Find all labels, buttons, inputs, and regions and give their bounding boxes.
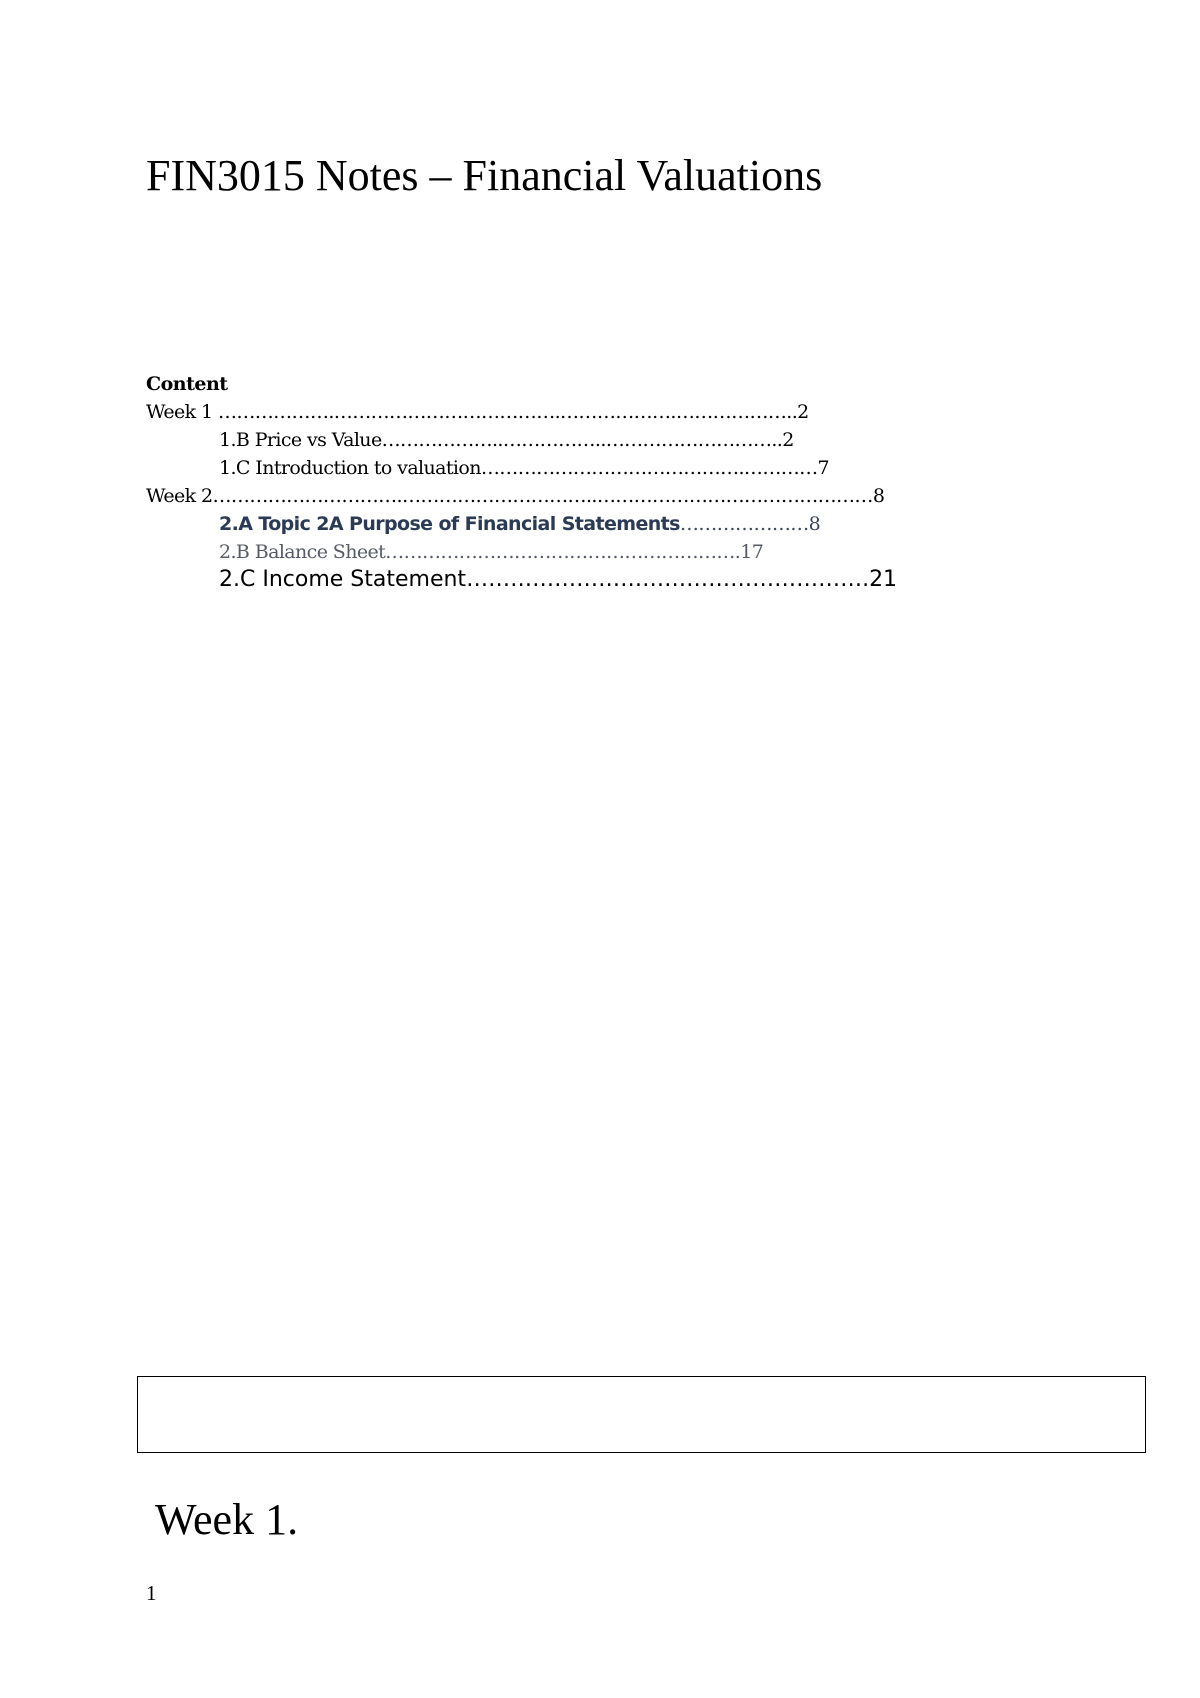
toc-entry-page: 21 — [869, 567, 898, 592]
document-title: FIN3015 Notes – Financial Valuations — [146, 151, 823, 200]
toc-entry-label: Week 1 — [146, 401, 218, 423]
table-of-contents — [146, 370, 1046, 594]
page-number: 1 — [146, 1581, 157, 1605]
toc-entry-page: 17 — [740, 541, 764, 563]
toc-entry-label: 1.C Introduction to valuation — [219, 457, 481, 479]
toc-entry-label: 2.B Balance Sheet — [219, 541, 386, 563]
toc-entry-label: A Topic 2A Purpose of Financial Statements — [238, 513, 680, 535]
toc-entry-page: 2 — [797, 401, 809, 423]
toc-entry-2c[interactable] — [146, 566, 1046, 594]
toc-entry-leader: …………………………………………………. — [385, 541, 741, 563]
toc-entry-leader: ………………..……………..……………………….. — [381, 429, 783, 451]
toc-entry-page: 8 — [872, 485, 885, 507]
toc-entry-leader: ………………………….…………………………..……………………………………… — [212, 485, 873, 507]
toc-entry-1c[interactable] — [146, 454, 1046, 482]
toc-entry-leader: ………………… — [679, 513, 809, 535]
toc-entry-week-1[interactable] — [146, 398, 1046, 426]
toc-entry-label: Week 2 — [146, 485, 213, 507]
toc-entry-number: 2. — [219, 513, 239, 535]
toc-entry-page: 8 — [808, 513, 821, 535]
toc-entry-page: 2 — [782, 429, 794, 451]
section-heading-week-1: Week 1. — [155, 1495, 299, 1544]
toc-entry-leader: …………………………………….………… — [480, 457, 818, 479]
toc-entry-page: 7 — [817, 457, 830, 479]
empty-bordered-box — [137, 1376, 1146, 1453]
toc-entry-leader: ………………………………………………. — [466, 567, 870, 592]
toc-entry-leader: ……………….……………………………….……………….……………….. — [217, 401, 798, 423]
toc-entry-2a[interactable] — [146, 510, 1046, 538]
toc-entry-2b[interactable] — [146, 538, 1046, 566]
toc-heading: Content — [146, 373, 228, 395]
toc-entry-label: 1.B Price vs Value — [219, 429, 382, 451]
toc-entry-1b[interactable] — [146, 426, 1046, 454]
toc-entry-label: 2.C Income Statement — [219, 567, 467, 592]
toc-entry-week-2[interactable] — [146, 482, 1046, 510]
